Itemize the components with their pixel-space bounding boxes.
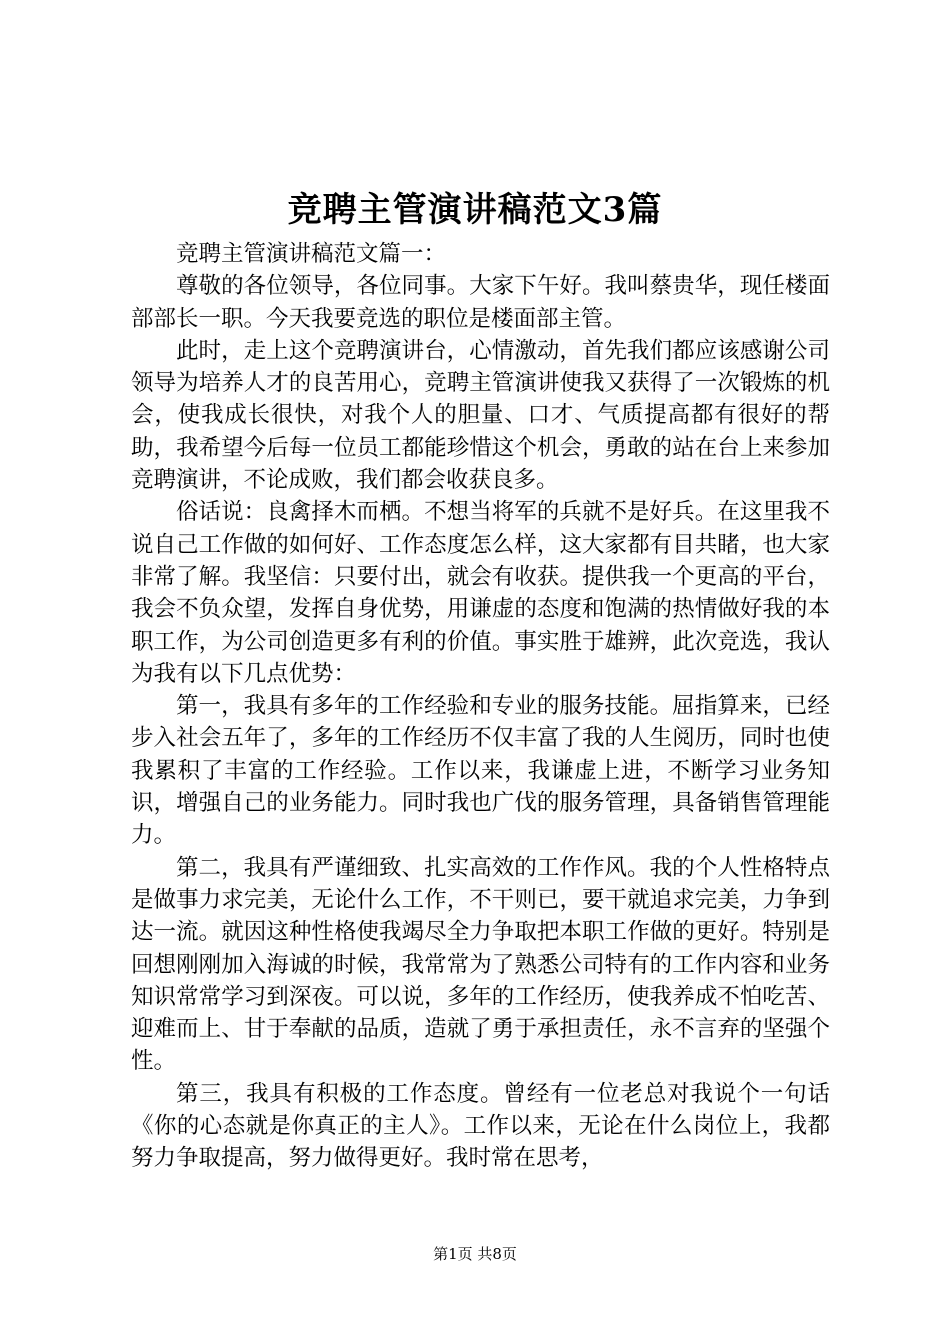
paragraph: 第三，我具有积极的工作态度。曾经有一位老总对我说个一句话《你的心态就是你真正的主人》。工作以来，无论在什么岗位上，我都努力争取提高，努力做得更好。我时常在思考，	[131, 1080, 830, 1172]
document-title: 竞聘主管演讲稿范文3篇	[287, 190, 663, 230]
paragraph: 竞聘主管演讲稿范文篇一：	[176, 241, 447, 267]
paragraph: 第一，我具有多年的工作经验和专业的服务技能。屈指算来，已经步入社会五年了，多年的工作经历不仅丰富了我的人生阅历，同时也使我累积了丰富的工作经验。工作以来，我谦虚上进，不断学习业务知识，增强自己的业务能力。同时我也广伐的服务管理，具备销售管理能力。	[131, 693, 830, 849]
paragraph: 此时，走上这个竞聘演讲台，心情激动，首先我们都应该感谢公司领导为培养人才的良苦用心，竞聘主管演讲使我又获得了一次锻炼的机会，使我成长很快，对我个人的胆量、口才、气质提高都有很好的帮助，我希望今后每一位员工都能珍惜这个机会，勇敢的站在台上来参加竞聘演讲，不论成败，我们都会收获良多。	[131, 337, 830, 494]
paragraph: 尊敬的各位领导，各位同事。大家下午好。我叫蔡贵华，现任楼面部部长一职。今天我要竞选的职位是楼面部主管。	[131, 273, 830, 332]
paragraph: 俗话说：良禽择木而栖。不想当将军的兵就不是好兵。在这里我不说自己工作做的如何好、工作态度怎么样，这大家都有目共睹，也大家非常了解。我坚信：只要付出，就会有收获。提供我一个更高的平台，我会不负众望，发挥自身优势，用谦虚的态度和饱满的热情做好我的本职工作，为公司创造更多有利的价值。事实胜于雄辨，此次竞选，我认为我有以下几点优势：	[131, 499, 830, 687]
paragraph: 第二，我具有严谨细致、扎实高效的工作作风。我的个人性格特点是做事力求完美，无论什么工作，不干则已，要干就追求完美，力争到达一流。就因这种性格使我竭尽全力争取把本职工作做的更好。特别是回想刚刚加入海诚的时候，我常常为了熟悉公司特有的工作内容和业务知识常常学习到深夜。可以说，多年的工作经历，使我养成不怕吃苦、迎难而上、甘于奉献的品质，造就了勇于承担责任，永不言弃的坚强个性。	[131, 854, 830, 1075]
document-body	[131, 238, 830, 1175]
page-footer: 第1页 共8页	[433, 1245, 517, 1263]
